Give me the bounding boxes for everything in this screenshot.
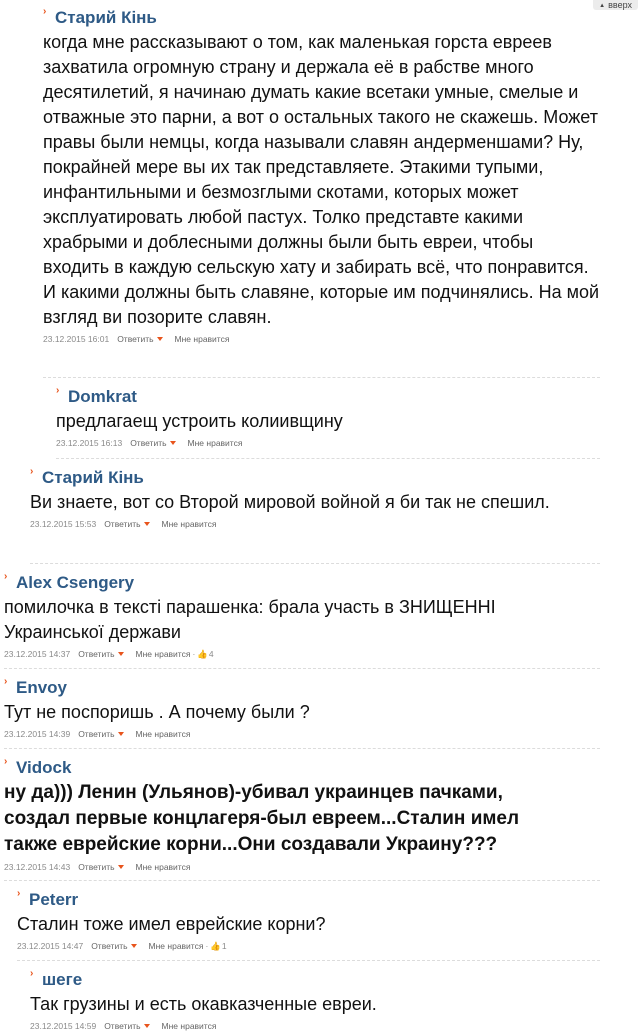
like-count: 4 [208,649,214,659]
reply-dropdown-icon[interactable] [118,652,124,656]
reply-button[interactable]: Ответить [104,519,141,529]
comment-text: Так грузины и есть окавказченные евреи. [30,994,377,1014]
comment-text: Ви знаете, вот со Второй мировой войной я би так не спешил. [30,492,550,512]
comment-date: 23.12.2015 16:13 [56,438,123,448]
comment-date: 23.12.2015 14:43 [4,862,71,872]
like-button[interactable]: Мне нравится [135,729,191,739]
reply-dropdown-icon[interactable] [170,441,176,445]
reply-arrow-icon: › [4,756,8,767]
reply-arrow-icon: › [4,571,8,582]
like-button[interactable]: Мне нравится [135,862,191,872]
reply-arrow-icon: › [43,6,47,17]
comment-text: Тут не поспоришь . А почему были ? [4,702,310,722]
comment-author[interactable]: › Alex Csengery [4,571,135,592]
reply-button[interactable]: Ответить [78,729,115,739]
comment-author[interactable]: › Старий Кінь [43,6,157,27]
reply-dropdown-icon[interactable] [131,944,137,948]
comment [43,8,600,378]
comment [30,970,600,1034]
reply-dropdown-icon[interactable] [157,337,163,341]
comment-meta [4,859,600,875]
reply-dropdown-icon[interactable] [144,1024,150,1028]
comment-text: помилочка в тексті парашенка: брала участь в ЗНИЩЕННІ Украинськoї держави [4,597,496,642]
comment-author[interactable]: › Domkrat [56,385,137,406]
comment-text: когда мне рассказывают о том, как маленькая горста евреев захватила огромную страну и держала её в рабстве много десятилетий, я начинаю думать какие всетаки умные, смелые и отважные это парни, а вот о остальных такого не скажешь. Может правы были немцы, когда называли славян андерменшами? Ну, покрайней мере вы их так представляете. Этакими тупыми, инфантильными и безмозглыми скотами, которых может эксплуатировать любой пастух. Толко представте какими храбрыми и доблесными должны были быть евреи, чтобы входить в каждую сельскую хату и забирать всё, что понравится. И какими должны быть славяне, которые им подчинялись. На мой взгляд ви позорите славян. [43,32,600,327]
comment-meta [43,331,600,347]
comment-meta [30,1018,600,1034]
comment-date: 23.12.2015 14:47 [17,941,84,951]
reply-dropdown-icon[interactable] [144,522,150,526]
like-button[interactable]: Мне нравится [135,649,191,659]
comment-text: Сталин тоже имел еврейские корни? [17,914,326,934]
comment-date: 23.12.2015 14:59 [30,1021,97,1031]
comment-date: 23.12.2015 16:01 [43,334,110,344]
comment-meta: 23.12.2015 14:47 Ответить Мне нравится · 👍1 [17,941,227,951]
comment-author[interactable]: › Vidock [4,756,72,777]
comment-author[interactable]: › шеге [30,968,83,989]
like-button[interactable]: Мне нравится [148,941,204,951]
comment [30,468,600,564]
reply-dropdown-icon[interactable] [118,865,124,869]
reply-arrow-icon: › [30,466,34,477]
like-count: 1 [221,941,227,951]
like-button[interactable]: Мне нравится [174,334,230,344]
reply-button[interactable]: Ответить [130,438,167,448]
comment-author[interactable]: › Старий Кінь [30,466,144,487]
scroll-top-label: вверх [608,0,632,10]
reply-button[interactable]: Ответить [91,941,128,951]
reply-button[interactable]: Ответить [117,334,154,344]
reply-arrow-icon: › [30,968,34,979]
comment [4,758,600,881]
comment [56,387,600,459]
comment-text: предлагаещ устроить колиивщину [56,411,343,431]
like-button[interactable]: Мне нравится [187,438,243,448]
comment-meta [4,726,600,742]
reply-arrow-icon: › [4,676,8,687]
reply-arrow-icon: › [17,888,21,899]
comment-date: 23.12.2015 14:39 [4,729,71,739]
comment [17,890,600,961]
comment-meta [30,516,600,532]
comment-text: ну да))) Ленин (Ульянов)-убивал украинцев пачками, создал первые концлагеря-был евреем...Сталин имел также еврейские корни...Они создавали Украину??? [4,782,520,855]
reply-dropdown-icon[interactable] [118,732,124,736]
comment-author[interactable]: › Envoy [4,676,68,697]
thumbs-up-icon[interactable]: 👍 [197,649,208,659]
comment-meta: 23.12.2015 14:37 Ответить Мне нравится · 👍4 [4,649,214,659]
comment-date: 23.12.2015 14:37 [4,649,71,659]
like-button[interactable]: Мне нравится [161,519,217,529]
comment [4,678,600,749]
reply-button[interactable]: Ответить [78,649,115,659]
comment-author[interactable]: › Peterr [17,888,79,909]
comment-date: 23.12.2015 15:53 [30,519,97,529]
like-button[interactable]: Мне нравится [161,1021,217,1031]
reply-button[interactable]: Ответить [78,862,115,872]
thumbs-up-icon[interactable]: 👍 [210,941,221,951]
reply-arrow-icon: › [56,385,60,396]
comment [4,573,600,669]
reply-button[interactable]: Ответить [104,1021,141,1031]
comment-meta [56,435,600,451]
triangle-up-icon: ▲ [599,3,606,9]
